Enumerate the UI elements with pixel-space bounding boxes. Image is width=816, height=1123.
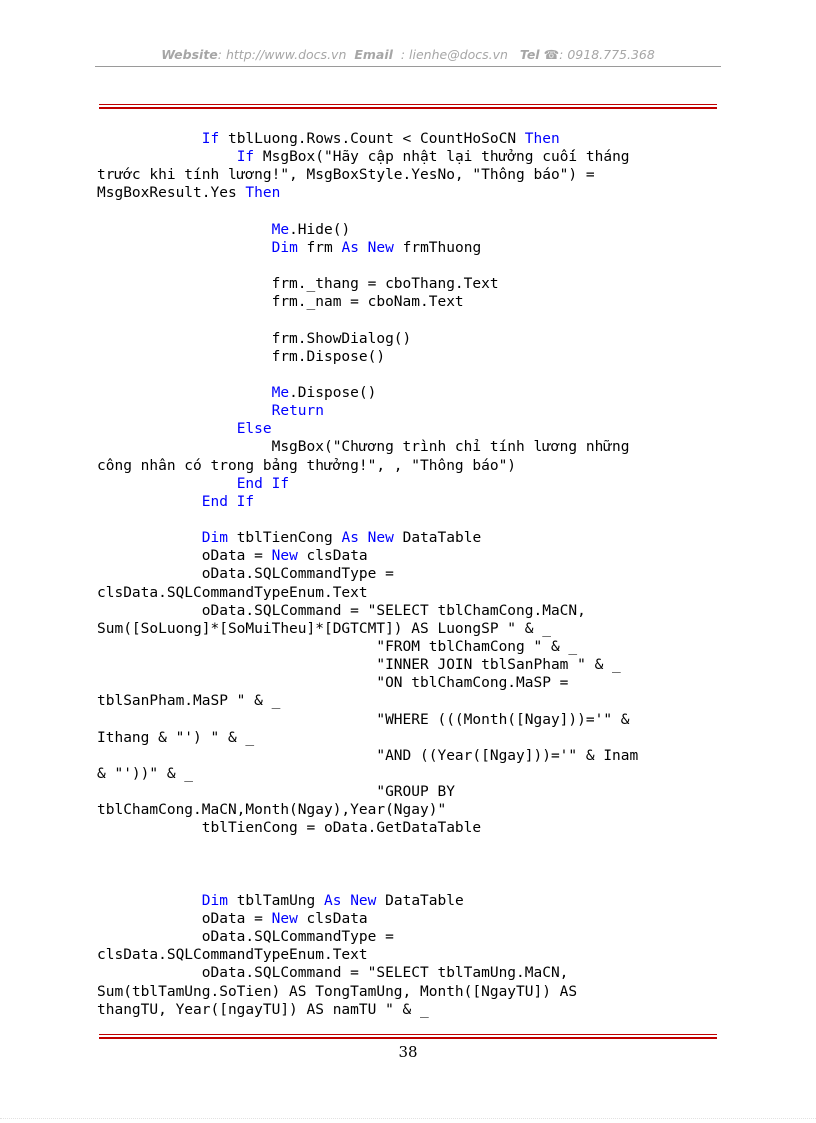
code-text — [97, 476, 237, 492]
code-text: clsData — [297, 548, 368, 565]
code-keyword: Me — [271, 221, 290, 238]
code-keyword: As — [324, 892, 342, 909]
code-text — [97, 222, 272, 238]
code-line — [97, 166, 737, 184]
code-keyword: New — [271, 911, 298, 928]
code-listing — [97, 130, 737, 1019]
code-text — [359, 240, 368, 256]
code-line — [97, 184, 737, 202]
code-text: oData = — [97, 911, 272, 928]
code-text: oData.SQLCommand = "SELECT tblChamCong.MaCN, — [97, 602, 586, 619]
code-text: "AND ((Year([Ngay]))='" & Inam — [97, 747, 639, 764]
code-keyword: Dim — [201, 892, 228, 909]
code-text: "FROM tblChamCong " & _ — [97, 638, 578, 655]
code-line — [97, 148, 737, 166]
code-line — [97, 547, 737, 565]
code-text: Sum([SoLuong]*[SoMuiTheu]*[DGTCMT]) AS LuongSP " & _ — [97, 620, 551, 637]
code-text: oData.SQLCommandType = — [97, 566, 394, 583]
code-text: tblTienCong = oData.GetDataTable — [97, 820, 482, 837]
code-line — [97, 874, 737, 892]
code-text: tblLuong.Rows.Count < CountHoSoCN — [219, 131, 525, 147]
code-text — [97, 530, 202, 546]
code-text: frm.Dispose() — [97, 348, 386, 365]
code-text: MsgBoxResult.Yes — [97, 185, 246, 202]
code-line — [97, 692, 737, 710]
code-line — [97, 946, 737, 964]
code-line — [97, 330, 737, 348]
code-text — [97, 893, 202, 909]
code-line — [97, 293, 737, 311]
code-line — [97, 747, 737, 765]
code-keyword: Dim — [271, 239, 298, 256]
code-line — [97, 765, 737, 783]
code-text: thangTU, Year([ngayTU]) AS namTU " & _ — [97, 1001, 429, 1018]
website-value: : http://www.docs.vn — [217, 47, 347, 62]
code-keyword: End If — [201, 493, 255, 510]
code-line — [97, 928, 737, 946]
code-text: clsData.SQLCommandTypeEnum.Text — [97, 584, 368, 601]
code-line — [97, 257, 737, 275]
code-line — [97, 856, 737, 874]
bottom-double-rule — [99, 1034, 717, 1039]
code-line — [97, 130, 737, 148]
code-text: công nhân có trong bảng thưởng!", , "Thông báo") — [97, 457, 517, 474]
code-text: .Hide() — [289, 221, 351, 238]
code-line — [97, 892, 737, 910]
code-line — [97, 638, 737, 656]
code-keyword: Dim — [201, 530, 228, 547]
code-text: frm — [297, 239, 342, 256]
email-value: : lienhe@docs.vn — [400, 47, 508, 62]
code-keyword: Me — [271, 384, 290, 401]
code-line — [97, 711, 737, 729]
code-text: Ithang & "') " & _ — [97, 729, 255, 746]
code-text — [97, 385, 272, 401]
code-keyword: Else — [236, 421, 272, 438]
code-line — [97, 402, 737, 420]
code-line — [97, 602, 737, 620]
code-text: MsgBox("Chương trình chỉ tính lương những — [97, 439, 630, 456]
page-bottom-edge — [0, 1118, 816, 1119]
code-line — [97, 1001, 737, 1019]
code-text: tblTienCong — [227, 530, 342, 547]
code-line — [97, 384, 737, 402]
code-line — [97, 801, 737, 819]
code-text: clsData.SQLCommandTypeEnum.Text — [97, 947, 368, 964]
code-line — [97, 910, 737, 928]
code-keyword: As — [341, 239, 359, 256]
code-text — [97, 131, 202, 147]
code-line — [97, 203, 737, 221]
code-text — [97, 494, 202, 510]
code-text: trước khi tính lương!", MsgBoxStyle.YesNo, "Thông báo") = — [97, 167, 595, 184]
code-text: tblTamUng — [227, 892, 324, 909]
code-line — [97, 275, 737, 293]
code-line — [97, 529, 737, 547]
code-text: clsData — [297, 911, 368, 928]
code-text: "ON tblChamCong.MaSP = — [97, 675, 569, 692]
code-line — [97, 457, 737, 475]
code-text: Sum(tblTamUng.SoTien) AS TongTamUng, Month([NgayTU]) AS — [97, 983, 578, 1000]
code-text: oData.SQLCommand = "SELECT tblTamUng.MaCN, — [97, 965, 569, 982]
code-line — [97, 620, 737, 638]
code-line — [97, 366, 737, 384]
code-text: "WHERE (((Month([Ngay]))='" & — [97, 711, 630, 728]
code-line — [97, 837, 737, 855]
code-text — [97, 421, 237, 437]
code-text — [359, 530, 368, 546]
code-keyword: New — [367, 239, 394, 256]
code-text — [97, 149, 237, 165]
code-text: oData.SQLCommandType = — [97, 929, 394, 946]
code-text: frm._nam = cboNam.Text — [97, 294, 464, 311]
code-line — [97, 819, 737, 837]
code-keyword: Return — [271, 403, 324, 420]
top-double-rule — [99, 104, 717, 109]
page-number: 38 — [398, 1043, 418, 1061]
code-text: frmThuong — [393, 239, 482, 256]
code-line — [97, 584, 737, 602]
code-text: frm.ShowDialog() — [97, 330, 412, 347]
code-keyword: New — [350, 892, 377, 909]
code-keyword: Then — [524, 131, 560, 147]
code-line — [97, 565, 737, 583]
code-line — [97, 348, 737, 366]
code-line — [97, 511, 737, 529]
code-text: .Dispose() — [289, 384, 377, 401]
website-label: Website — [161, 47, 218, 62]
code-keyword: New — [271, 548, 298, 565]
code-keyword: Then — [245, 185, 281, 202]
code-line — [97, 983, 737, 1001]
code-line — [97, 964, 737, 982]
code-text: "GROUP BY — [97, 784, 455, 801]
code-text: oData = — [97, 548, 272, 565]
code-line — [97, 729, 737, 747]
code-keyword: As — [341, 530, 359, 547]
code-line — [97, 438, 737, 456]
code-line — [97, 475, 737, 493]
code-text — [97, 240, 272, 256]
code-line — [97, 420, 737, 438]
tel-value: ☎: 0918.775.368 — [543, 47, 655, 62]
code-line — [97, 656, 737, 674]
code-text: tblChamCong.MaCN,Month(Ngay),Year(Ngay)" — [97, 802, 447, 819]
code-text: tblSanPham.MaSP " & _ — [97, 693, 281, 710]
code-text: MsgBox("Hãy cập nhật lại thưởng cuối tháng — [254, 149, 630, 166]
code-text: "INNER JOIN tblSanPham " & _ — [97, 657, 621, 674]
code-line — [97, 239, 737, 257]
header-divider — [95, 66, 721, 67]
code-text: & "'))" & _ — [97, 765, 194, 782]
code-line — [97, 674, 737, 692]
code-keyword: New — [367, 530, 394, 547]
code-text: frm._thang = cboThang.Text — [97, 276, 499, 293]
code-text: DataTable — [376, 892, 464, 909]
code-line — [97, 311, 737, 329]
code-keyword: If — [201, 131, 220, 147]
page-header — [95, 47, 721, 62]
code-text: DataTable — [393, 530, 482, 547]
email-label: Email — [354, 47, 393, 62]
code-keyword: End If — [236, 475, 290, 492]
code-keyword: If — [236, 149, 255, 166]
code-line — [97, 783, 737, 801]
code-line — [97, 493, 737, 511]
code-line — [97, 221, 737, 239]
code-text — [341, 893, 350, 909]
code-text — [97, 403, 272, 419]
tel-label: Tel — [519, 47, 540, 62]
